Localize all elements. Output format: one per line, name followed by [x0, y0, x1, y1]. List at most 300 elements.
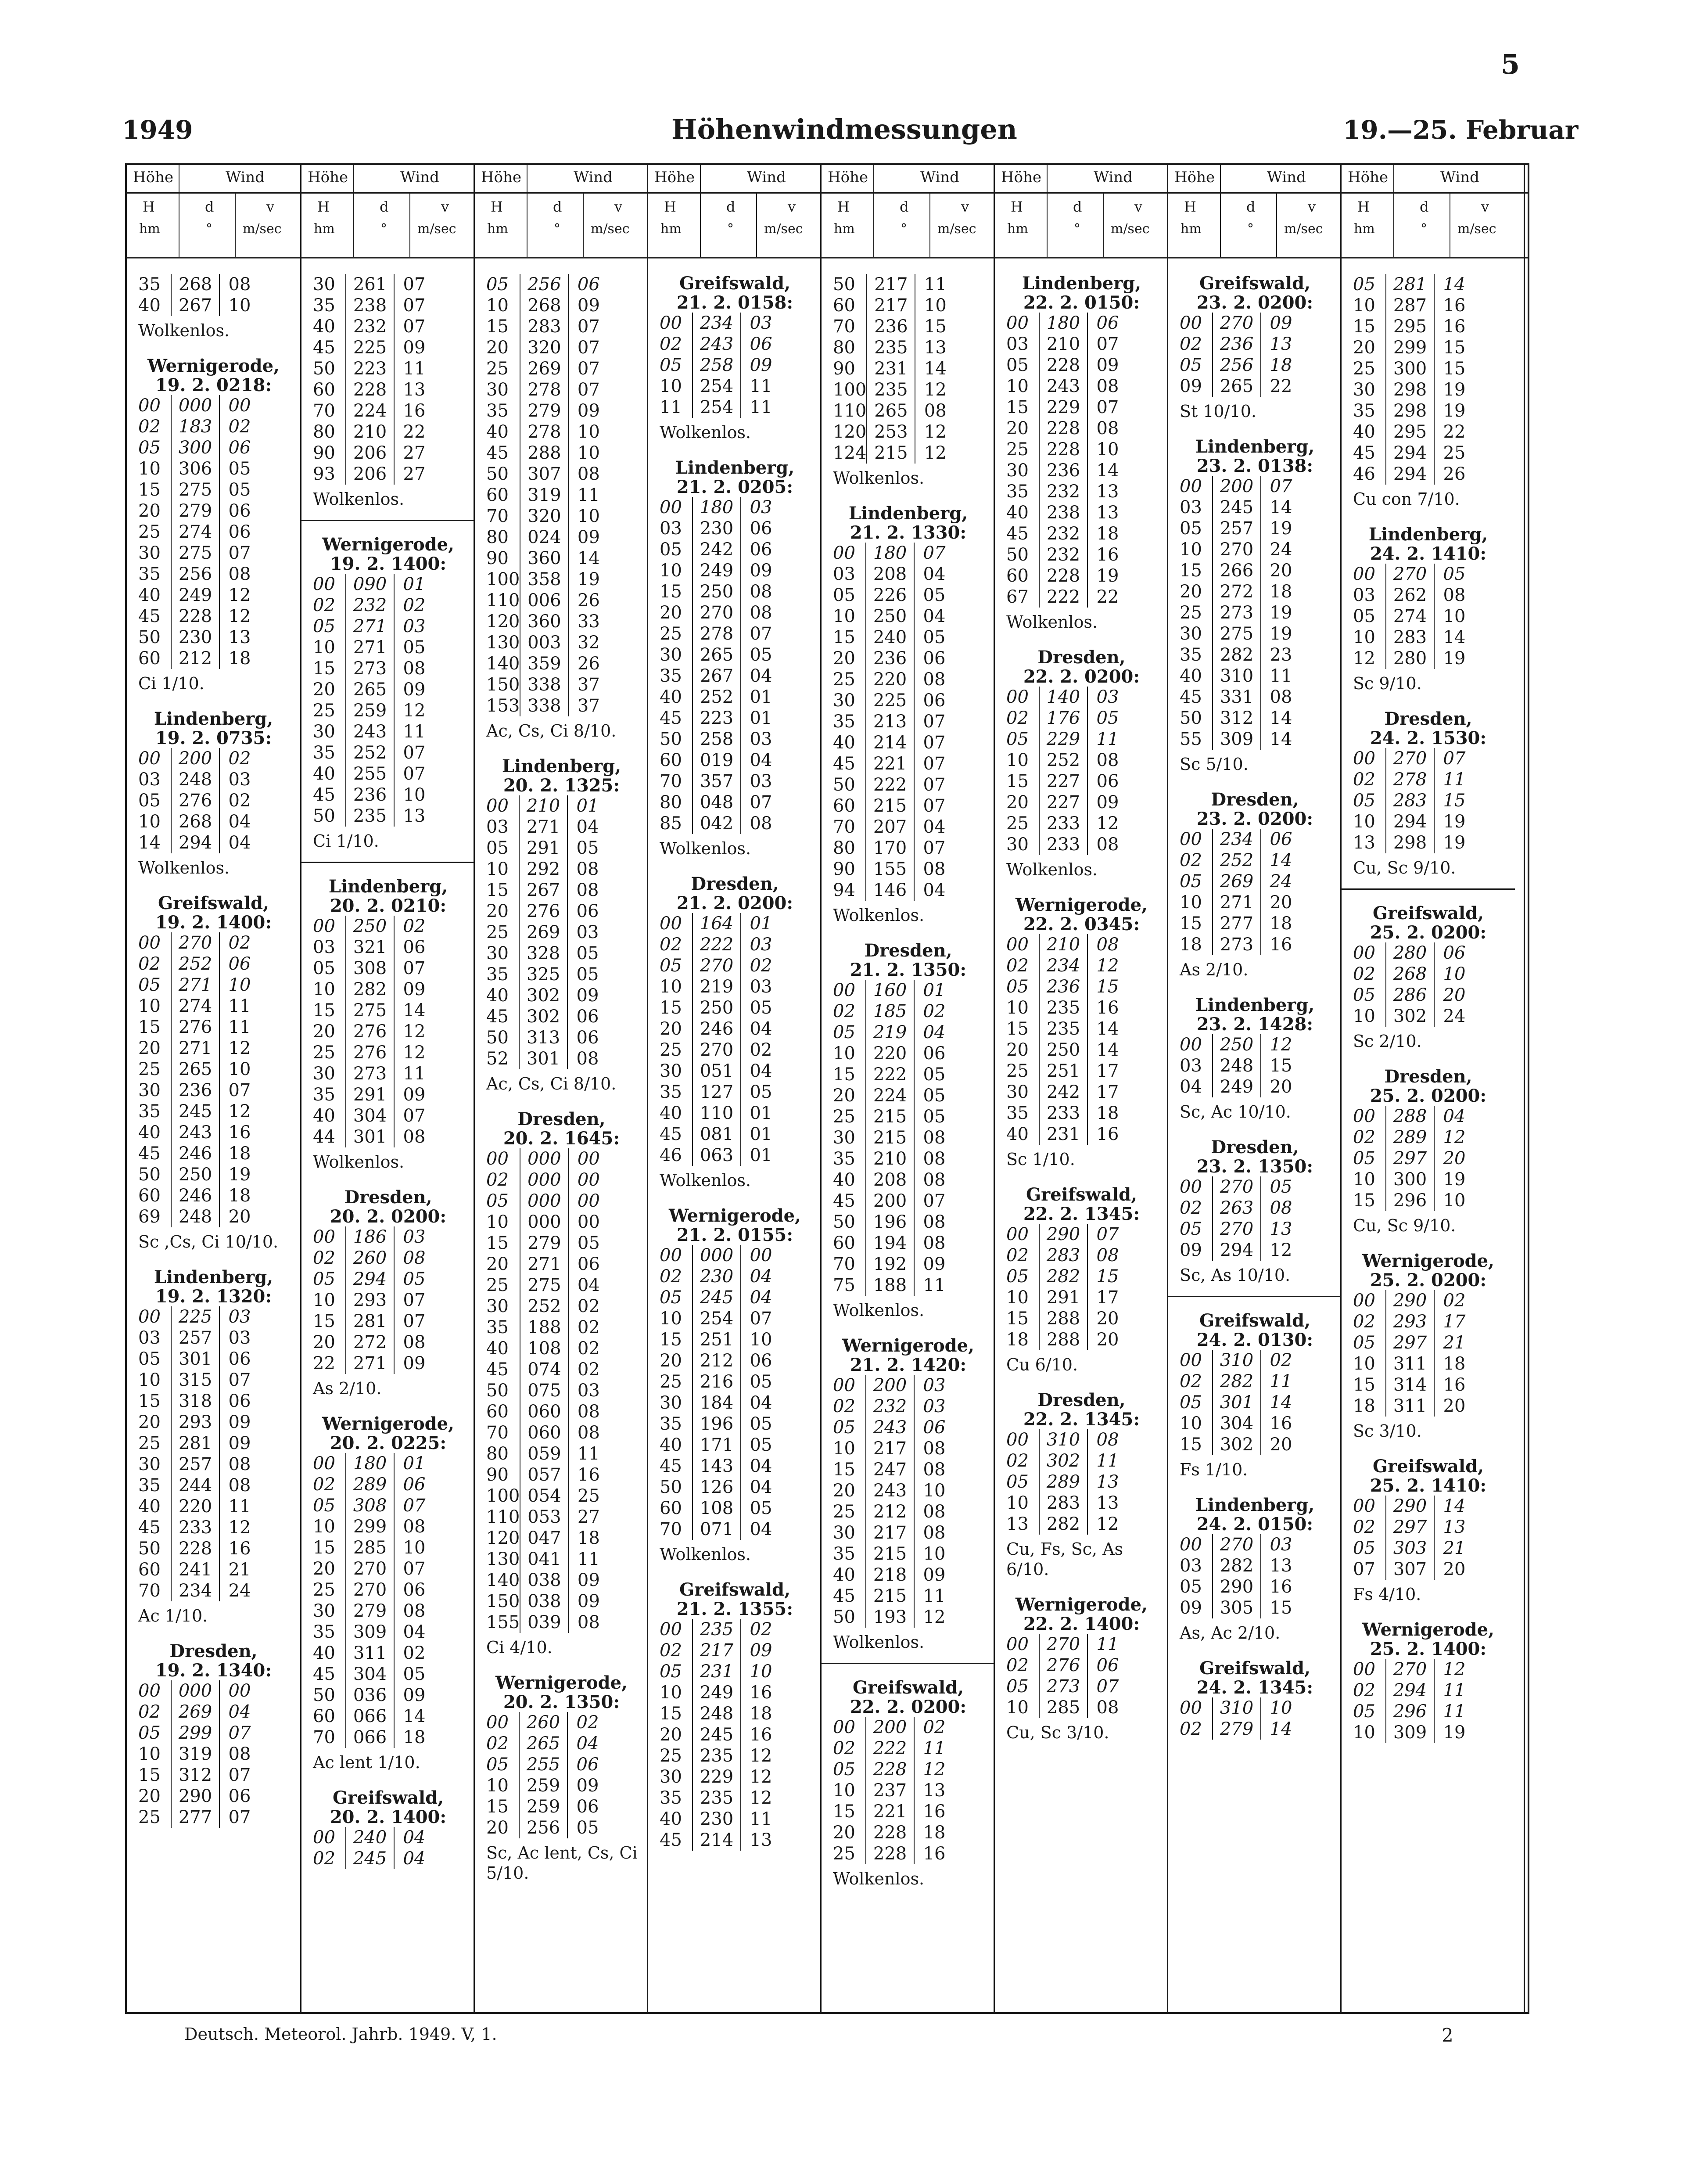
direction-cell: 210 [1039, 934, 1087, 955]
direction-cell: 307 [1386, 1559, 1434, 1580]
observation-table [486, 795, 607, 1069]
direction-cell: 196 [693, 1413, 741, 1435]
height-cell: 03 [1180, 1556, 1202, 1576]
table-row [486, 1027, 607, 1048]
table-row [486, 400, 608, 421]
speed-cell: 19 [1270, 603, 1292, 623]
height-cell: 20 [833, 1823, 855, 1843]
table-row [1353, 1148, 1474, 1169]
direction-cell: 243 [171, 1122, 219, 1143]
direction-cell: 229 [693, 1766, 741, 1787]
speed-cell: 11 [403, 1064, 426, 1084]
height-cell: 50 [1180, 708, 1202, 728]
height-cell: 80 [660, 792, 682, 813]
height-cell: 20 [486, 1254, 509, 1274]
speed-cell: 02 [923, 1001, 946, 1021]
speed-cell: 05 [403, 1269, 426, 1289]
direction-cell: 269 [520, 358, 568, 379]
table-row [138, 437, 259, 458]
speed-cell: 12 [923, 1759, 946, 1780]
table-row [1180, 892, 1301, 913]
direction-cell: 259 [519, 1796, 567, 1817]
table-row [313, 1248, 434, 1269]
cloud-note: St 10/10. [1180, 402, 1256, 421]
table-row [138, 811, 259, 832]
speed-cell: 04 [750, 1519, 772, 1539]
direction-cell: 289 [346, 1474, 394, 1495]
speed-cell: 09 [577, 401, 600, 421]
header-m-per-sec: m/sec [937, 221, 976, 237]
height-cell: 00 [138, 1307, 161, 1327]
direction-cell: 325 [519, 964, 567, 985]
speed-cell: 08 [228, 564, 251, 584]
height-cell: 20 [313, 680, 335, 700]
direction-cell: 265 [1213, 376, 1261, 397]
height-cell: 20 [1353, 338, 1375, 358]
table-row [660, 497, 781, 518]
observation-time: 22. 2. 1345: [1023, 1204, 1140, 1224]
header-divider [1047, 165, 1048, 257]
direction-cell: 220 [866, 669, 914, 690]
speed-cell: 12 [1270, 1240, 1292, 1260]
direction-cell: 298 [1386, 400, 1434, 421]
direction-cell: 274 [171, 521, 219, 543]
speed-cell: 04 [228, 1702, 251, 1722]
direction-cell: 319 [171, 1744, 219, 1765]
header-divider [1220, 165, 1221, 257]
direction-cell: 060 [520, 1401, 568, 1422]
speed-cell: 07 [1096, 397, 1119, 417]
table-row [1180, 623, 1301, 644]
height-cell: 50 [486, 1381, 509, 1401]
speed-cell: 10 [923, 1481, 946, 1501]
direction-cell: 143 [693, 1456, 741, 1477]
height-cell: 00 [1353, 1106, 1375, 1126]
station-heading [301, 1188, 475, 1226]
station-name: Dresden, [344, 1187, 432, 1208]
table-row [1006, 586, 1127, 608]
station-block [1342, 1620, 1515, 1743]
speed-cell: 12 [228, 1038, 251, 1058]
station-name: Lindenberg, [328, 876, 448, 897]
table-row [1353, 1169, 1474, 1190]
speed-cell: 06 [228, 1349, 251, 1369]
station-name: Greifswald, [332, 1787, 444, 1808]
speed-cell: 00 [577, 1191, 600, 1211]
height-cell: 40 [486, 1338, 509, 1359]
direction-cell: 279 [520, 1233, 568, 1254]
header-H: H [1184, 198, 1196, 215]
table-row [833, 859, 954, 880]
height-cell: 00 [486, 796, 509, 816]
table-row [138, 606, 259, 627]
direction-cell: 210 [346, 421, 394, 442]
direction-cell: 302 [519, 985, 567, 1006]
height-cell: 40 [833, 1565, 855, 1585]
table-row [486, 922, 607, 943]
height-cell: 45 [138, 606, 161, 626]
height-cell: 25 [486, 922, 509, 942]
table-row [660, 1287, 781, 1308]
direction-cell: 271 [519, 816, 567, 838]
height-cell: 25 [313, 701, 335, 721]
height-cell: 05 [660, 539, 682, 560]
observation-time: 20. 2. 1325: [503, 775, 620, 796]
station-name: Lindenberg, [675, 457, 795, 478]
cloud-note: Ac, Cs, Ci 8/10. [486, 721, 617, 741]
direction-cell: 260 [346, 1248, 394, 1269]
cloud-note: Wolkenlos. [1006, 860, 1098, 879]
height-cell: 15 [138, 1391, 161, 1411]
height-cell: 15 [660, 998, 682, 1018]
table-row [138, 1391, 259, 1412]
direction-cell: 222 [866, 1064, 914, 1085]
table-row [486, 1006, 607, 1027]
speed-cell: 23 [1270, 645, 1292, 665]
station-block [1168, 274, 1342, 421]
table-row [1006, 1450, 1127, 1471]
height-cell: 03 [833, 564, 855, 584]
speed-cell: 01 [750, 913, 772, 934]
speed-cell: 10 [403, 785, 426, 805]
header-wind: Wind [226, 169, 265, 186]
table-row [833, 543, 954, 564]
height-cell: 02 [1006, 1451, 1029, 1471]
direction-cell: 232 [346, 595, 394, 616]
table-row [660, 792, 781, 813]
height-cell: 02 [1180, 334, 1202, 354]
direction-cell: 299 [1386, 337, 1434, 358]
station-block [127, 1268, 300, 1626]
speed-cell: 12 [1443, 1659, 1466, 1679]
table-row [1006, 313, 1127, 334]
height-cell: 45 [138, 1143, 161, 1164]
table-row [138, 1475, 259, 1496]
station-block [648, 874, 822, 1190]
height-cell: 120 [833, 422, 867, 442]
station-name: Wernigerode, [1362, 1619, 1494, 1640]
table-row [1180, 665, 1301, 687]
observation-table [660, 1245, 781, 1540]
speed-cell: 00 [228, 1681, 251, 1701]
direction-cell: 233 [1039, 813, 1087, 834]
height-cell: 60 [138, 1186, 161, 1206]
speed-cell: 02 [750, 1040, 772, 1060]
height-cell: 70 [660, 771, 682, 791]
table-row [486, 1570, 608, 1591]
height-cell: 10 [660, 376, 682, 396]
table-row [486, 1422, 608, 1443]
header-divider [409, 192, 410, 257]
table-row [1006, 934, 1127, 955]
speed-cell: 08 [1270, 1198, 1292, 1218]
table-row [313, 1084, 434, 1105]
speed-cell: 15 [1096, 1266, 1119, 1287]
direction-cell: 041 [520, 1549, 568, 1570]
station-block [995, 1391, 1168, 1579]
observation-time: 21. 2. 1420: [850, 1355, 967, 1375]
height-cell: 30 [1006, 460, 1029, 481]
height-cell: 05 [138, 975, 161, 995]
table-row [833, 1417, 954, 1438]
table-row [833, 774, 954, 795]
height-cell: 02 [833, 1738, 855, 1758]
column-header [995, 165, 1168, 257]
station-heading [648, 1580, 822, 1619]
height-cell: 05 [313, 616, 335, 636]
speed-cell: 11 [1096, 1634, 1119, 1654]
speed-cell: 09 [403, 338, 426, 358]
station-heading [995, 648, 1168, 687]
cloud-note: Fs 4/10. [1353, 1585, 1421, 1604]
station-block [301, 877, 475, 1172]
speed-cell: 05 [750, 998, 772, 1018]
table-row [138, 521, 259, 543]
cloud-note: Sc 5/10. [1180, 755, 1249, 774]
cloud-note: Sc 2/10. [1353, 1032, 1422, 1051]
direction-cell: 270 [1213, 1176, 1261, 1197]
height-cell: 00 [138, 396, 161, 416]
table-row [1353, 274, 1474, 295]
height-cell: 02 [1353, 1680, 1375, 1701]
speed-cell: 12 [1443, 1127, 1466, 1147]
observation-time: 25. 2. 0200: [1370, 1086, 1487, 1106]
table-row [833, 274, 955, 295]
speed-cell: 05 [1443, 564, 1466, 584]
table-row [313, 742, 434, 763]
table-row [313, 379, 434, 400]
speed-cell: 04 [750, 1393, 772, 1413]
table-column-4 [647, 165, 822, 2012]
table-row [660, 1413, 781, 1435]
direction-cell: 281 [346, 1311, 394, 1332]
direction-cell: 249 [171, 585, 219, 606]
station-name: Wernigerode, [669, 1205, 801, 1226]
table-row [833, 1064, 954, 1085]
table-row [313, 1579, 434, 1600]
table-row [313, 400, 434, 421]
direction-cell: 268 [520, 295, 568, 316]
speed-cell: 02 [1270, 1350, 1292, 1370]
header-wind: Wind [1267, 169, 1306, 186]
observation-time: 21. 2. 0200: [676, 893, 793, 913]
speed-cell: 04 [923, 817, 946, 837]
direction-cell: 242 [693, 539, 741, 560]
header-m-per-sec: m/sec [1457, 221, 1496, 237]
direction-cell: 236 [346, 784, 394, 805]
direction-cell: 295 [1386, 316, 1434, 337]
table-row [1353, 1106, 1474, 1127]
height-cell: 05 [1353, 1333, 1375, 1353]
speed-cell: 02 [228, 417, 251, 437]
height-cell: 20 [138, 1786, 161, 1806]
height-cell: 20 [833, 648, 855, 669]
direction-cell: 267 [519, 880, 567, 901]
height-cell: 25 [660, 1040, 682, 1060]
direction-cell: 230 [693, 1266, 741, 1287]
speed-cell: 11 [403, 722, 426, 742]
direction-cell: 272 [346, 1332, 394, 1353]
table-row [660, 1745, 781, 1766]
table-row [833, 795, 954, 816]
speed-cell: 00 [577, 1170, 600, 1190]
direction-cell: 265 [867, 400, 915, 421]
speed-cell: 15 [1270, 1056, 1292, 1076]
table-row [833, 1801, 954, 1822]
speed-cell: 21 [228, 1560, 251, 1580]
table-row [313, 958, 434, 979]
speed-cell: 16 [1096, 998, 1119, 1018]
height-cell: 140 [486, 654, 520, 674]
speed-cell: 05 [750, 1372, 772, 1392]
table-row [833, 295, 955, 316]
speed-cell: 06 [403, 1474, 426, 1495]
direction-cell: 210 [519, 795, 567, 816]
height-cell: 100 [833, 380, 867, 400]
direction-cell: 311 [346, 1643, 394, 1664]
height-cell: 30 [138, 1080, 161, 1100]
direction-cell: 090 [346, 574, 394, 595]
direction-cell: 360 [520, 548, 568, 569]
table-row [138, 1370, 259, 1391]
table-row [660, 1477, 781, 1498]
height-cell: 15 [313, 658, 335, 679]
height-cell: 02 [313, 1474, 335, 1495]
direction-cell: 075 [520, 1380, 568, 1401]
column-body [1342, 274, 1515, 1759]
header-wind: Wind [1440, 169, 1479, 186]
speed-cell: 27 [403, 464, 426, 484]
observation-table [660, 313, 781, 418]
speed-cell: 13 [1443, 1517, 1466, 1537]
table-column-7 [1167, 165, 1342, 2012]
table-row [486, 1296, 608, 1317]
direction-cell: 063 [693, 1145, 741, 1166]
height-cell: 50 [833, 274, 855, 295]
table-row [1006, 355, 1127, 376]
speed-cell: 06 [228, 522, 251, 542]
speed-cell: 05 [403, 1664, 426, 1684]
height-cell: 45 [660, 1456, 682, 1476]
table-row [313, 979, 434, 1000]
observation-table [1180, 476, 1301, 750]
table-row [313, 337, 434, 358]
header-hoehe: Höhe [308, 169, 348, 186]
height-cell: 03 [1180, 497, 1202, 518]
height-cell: 10 [138, 459, 161, 479]
speed-cell: 05 [576, 964, 599, 985]
direction-cell: 235 [867, 379, 915, 400]
table-row [833, 564, 954, 585]
height-cell: 02 [1353, 1127, 1375, 1147]
speed-cell: 03 [750, 729, 772, 749]
speed-cell: 10 [228, 975, 251, 995]
direction-cell: 036 [346, 1685, 394, 1706]
table-row [486, 1275, 608, 1296]
header-v: v [1134, 198, 1143, 215]
speed-cell: 04 [1443, 1106, 1466, 1126]
wind-measurement-table [125, 163, 1529, 2014]
height-cell: 15 [833, 1064, 855, 1085]
station-name: Greifswald, [1372, 1456, 1484, 1477]
direction-cell: 225 [866, 690, 914, 711]
direction-cell: 227 [1039, 771, 1087, 792]
height-cell: 05 [833, 1759, 855, 1780]
header-hoehe: Höhe [828, 169, 868, 186]
table-row [1353, 648, 1474, 669]
height-cell: 15 [1180, 561, 1202, 581]
table-row [486, 1233, 608, 1254]
table-row [1180, 1219, 1301, 1240]
speed-cell: 21 [1443, 1333, 1466, 1353]
direction-cell: 293 [1386, 1311, 1434, 1332]
table-row [1353, 337, 1474, 358]
direction-cell: 320 [520, 506, 568, 527]
table-row [486, 1507, 608, 1528]
station-block [1342, 1457, 1515, 1604]
direction-cell: 236 [1213, 334, 1261, 355]
direction-cell: 229 [1039, 397, 1087, 418]
speed-cell: 01 [403, 1453, 426, 1474]
table-column-6 [994, 165, 1168, 2012]
table-row [486, 695, 608, 716]
direction-cell: 283 [1039, 1245, 1087, 1266]
table-row [1353, 964, 1474, 985]
speed-cell: 03 [923, 1396, 946, 1417]
header-hm: hm [314, 221, 335, 237]
speed-cell: 15 [1443, 359, 1466, 379]
speed-cell: 07 [923, 733, 946, 753]
table-row [313, 1558, 434, 1579]
station-heading [648, 1206, 822, 1245]
table-row [1353, 1538, 1474, 1559]
station-heading [648, 458, 822, 497]
table-row [313, 1042, 434, 1063]
height-cell: 67 [1006, 587, 1029, 607]
direction-cell: 223 [693, 708, 741, 729]
height-cell: 00 [833, 1375, 855, 1395]
speed-cell: 15 [1096, 977, 1119, 997]
speed-cell: 09 [1270, 313, 1292, 333]
station-block [475, 1110, 648, 1658]
height-cell: 10 [1353, 627, 1375, 647]
station-block [475, 1673, 648, 1883]
header-hm: hm [1181, 221, 1202, 237]
direction-cell: 292 [519, 859, 567, 880]
table-row [313, 595, 434, 616]
observation-table [313, 1453, 434, 1748]
direction-cell: 200 [866, 1375, 914, 1396]
station-name: Greifswald, [1026, 1184, 1137, 1205]
direction-cell: 251 [693, 1329, 741, 1350]
speed-cell: 15 [1443, 791, 1466, 811]
table-row [313, 1105, 434, 1126]
direction-cell: 313 [519, 1027, 567, 1048]
speed-cell: 07 [923, 775, 946, 795]
cloud-note: Wolkenlos. [833, 1869, 925, 1888]
station-heading [822, 941, 995, 980]
speed-cell: 12 [228, 1517, 251, 1538]
height-cell: 93 [313, 464, 335, 484]
direction-cell: 183 [171, 416, 219, 437]
station-name: Wernigerode, [322, 1413, 454, 1434]
header-v: v [266, 198, 275, 215]
speed-cell: 06 [1443, 943, 1466, 963]
speed-cell: 20 [1096, 1309, 1119, 1329]
speed-cell: 09 [403, 1085, 426, 1105]
height-cell: 25 [1180, 603, 1202, 623]
speed-cell: 04 [403, 1848, 426, 1869]
